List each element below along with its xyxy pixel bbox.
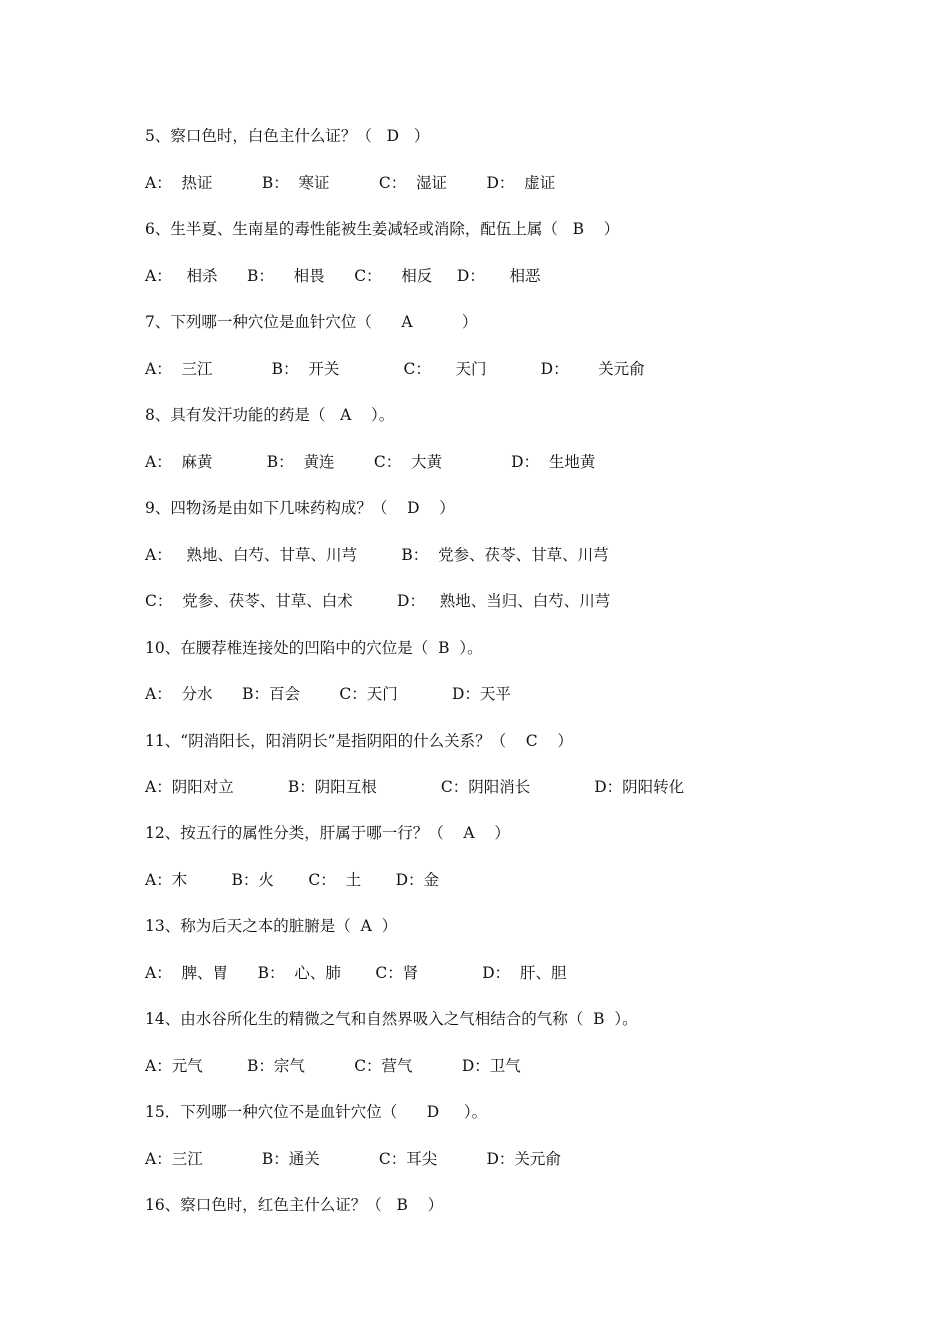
question-7: 7、下列哪一种穴位是血针穴位（ A ） bbox=[145, 313, 478, 331]
question-14: 14、由水谷所化生的精微之气和自然界吸入之气相结合的气称（ B ）。 bbox=[145, 1010, 638, 1028]
question-15: 15．下列哪一种穴位不是血针穴位（ D ）。 bbox=[145, 1103, 488, 1121]
options-9-cd: C： 党参、茯苓、甘草、白术 D： 熟地、当归、白芍、川芎 bbox=[145, 592, 611, 610]
options-9-ab: A： 熟地、白芍、甘草、川芎 B： 党参、茯苓、甘草、川芎 bbox=[145, 546, 609, 564]
question-5: 5、察口色时，白色主什么证？（ D ） bbox=[145, 127, 430, 145]
options-15: A：三江 B：通关 C：耳尖 D：关元俞 bbox=[145, 1150, 561, 1168]
options-12: A：木 B：火 C： 土 D：金 bbox=[145, 871, 440, 889]
options-14: A：元气 B：宗气 C：营气 D：卫气 bbox=[145, 1057, 521, 1075]
options-11: A：阴阳对立 B：阴阳互根 C：阴阳消长 D：阴阳转化 bbox=[145, 778, 685, 796]
question-9: 9、四物汤是由如下几味药构成？（ D ） bbox=[145, 499, 455, 517]
question-11: 11、“阴消阳长，阳消阴长”是指阴阳的什么关系？（ C ） bbox=[145, 732, 573, 750]
options-6: A： 相杀 B： 相畏 C： 相反 D： 相恶 bbox=[145, 267, 541, 285]
question-8: 8、具有发汗功能的药是（ A ）。 bbox=[145, 406, 395, 424]
question-10: 10、在腰荐椎连接处的凹陷中的穴位是（ B ）。 bbox=[145, 639, 483, 657]
question-13: 13、称为后天之本的脏腑是（ A ） bbox=[145, 917, 398, 935]
options-13: A： 脾、胃 B： 心、肺 C：肾 D： 肝、胆 bbox=[145, 964, 567, 982]
options-10: A： 分水 B：百会 C：天门 D：天平 bbox=[145, 685, 511, 703]
options-5: A： 热证 B： 寒证 C： 湿证 D： 虚证 bbox=[145, 174, 556, 192]
options-7: A： 三江 B： 开关 C： 天门 D： 关元俞 bbox=[145, 360, 645, 378]
question-6: 6、生半夏、生南星的毒性能被生姜减轻或消除，配伍上属（ B ） bbox=[145, 220, 620, 238]
options-8: A： 麻黄 B： 黄连 C： 大黄 D： 生地黄 bbox=[145, 453, 596, 471]
question-12: 12、按五行的属性分类，肝属于哪一行？（ A ） bbox=[145, 824, 510, 842]
question-16: 16、察口色时，红色主什么证？（ B ） bbox=[145, 1196, 444, 1214]
